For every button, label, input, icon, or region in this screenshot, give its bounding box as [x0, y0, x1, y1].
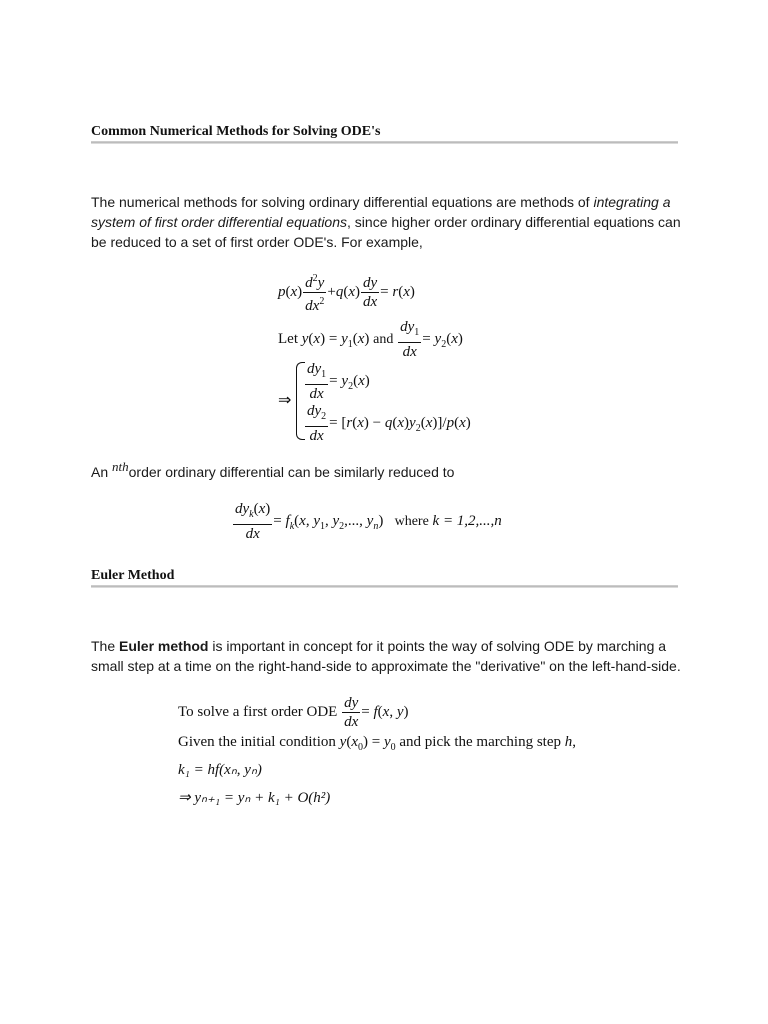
general-first-order-system: $\frac{dy_k(x)}{dx}$ = $f_k(x$, $y_1$, $y_2$,..., $y_n$) where k = 1,2,...,n: [235, 501, 502, 542]
euler-step-2-text-a: Given the initial condition: [178, 734, 336, 750]
where-word: where: [394, 513, 429, 529]
section-heading-euler-method: Euler Method: [91, 568, 175, 583]
nth-text-start: An: [91, 464, 113, 480]
step-size-symbol: h: [564, 734, 573, 750]
intro-paragraph: [91, 192, 691, 252]
implies-symbol: ⇒: [278, 392, 292, 409]
euler-intro-paragraph: [91, 636, 691, 676]
second-order-ode-equation: p(x) $\frac{d^2y}{dx^2}$ +q(x) $\frac{dy}{dx}$ = r(x): [278, 270, 415, 315]
substitution-equation: Let $y(x) = y_1(x)$ and $\frac{dy_1}{dx}$ = $y_2(x)$: [278, 319, 463, 360]
euler-step-1: To solve a first order ODE $\frac{dy}{dx}$ = f(x, y): [178, 695, 409, 730]
euler-step-4-formula: ⇒ yₙ₊₁ = yₙ + k₁ + O(h²): [178, 790, 331, 806]
heading-divider: [91, 141, 678, 144]
euler-step-1-text: To solve a first order ODE: [178, 703, 338, 720]
euler-step-3-formula: k₁ = hf(xₙ, yₙ): [178, 762, 262, 778]
euler-step-2: Given the initial condition $y(x_0) = y_0$ and pick the marching step h,: [178, 734, 576, 753]
euler-text-end: is important in concept for it points the way of solving ODE by marching a small step at a time on the right-hand-side to approximate the "derivative" on the left-hand-side.: [91, 638, 681, 674]
nth-text-end: order ordinary differential can be similarly reduced to: [128, 464, 455, 480]
intro-text-start: The numerical methods for solving ordinary differential equations are methods of: [91, 194, 594, 210]
system-equation-2: $\frac{dy_2}{dx}$ = $[r(x) - q(x)y_2(x)]/p(x)$: [307, 403, 471, 444]
euler-text-start: The: [91, 638, 120, 654]
euler-step-3: [178, 760, 262, 779]
euler-step-4: [178, 788, 330, 807]
let-word: Let: [278, 330, 298, 347]
intro-italic-phrase: integrating a system of first order differential equations: [91, 194, 671, 230]
heading-divider: [91, 585, 678, 588]
intro-text-end: , since higher order ordinary differential equations can be reduced to a set of first order ODE's. For example,: [91, 214, 681, 250]
section-heading-numerical-methods: Common Numerical Methods for Solving ODE's: [91, 124, 381, 139]
system-equation-1: $\frac{dy_1}{dx}$ = $y_2(x)$: [307, 361, 370, 402]
index-range: k = 1,2,...,n: [432, 512, 502, 529]
nth-order-sentence: [91, 459, 691, 483]
nth-superscript: nth: [112, 459, 129, 474]
euler-step-2-text-b: and pick the marching step: [399, 734, 561, 750]
and-word: and: [373, 331, 394, 347]
euler-bold-term: Euler method: [119, 638, 209, 654]
